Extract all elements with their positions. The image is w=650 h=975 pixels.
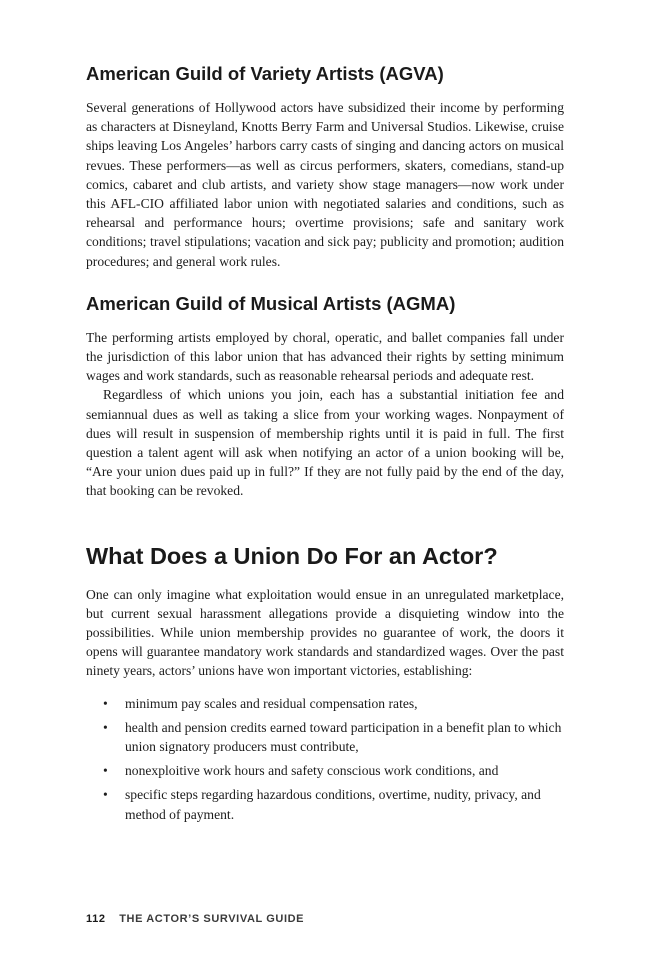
list-item <box>86 694 564 713</box>
page-content <box>86 62 564 829</box>
list-item <box>86 761 564 780</box>
list-item-text: minimum pay scales and residual compensation rates, <box>125 695 418 711</box>
paragraph-agva: Several generations of Hollywood actors have subsidized their income by performing as characters at Disneyland, Knotts Berry Farm and Universal Studios. Likewise, cruise ships leaving Los Angeles’ harbors carry casts of singing and dancing actors on musical revues. These performers—as well as circus performers, skaters, comedians, stand-up comics, cabaret and club artists, and variety show stage managers—now work under this AFL-CIO affiliated labor union with negotiated salaries and conditions, such as rehearsal and performance hours; overtime provisions; safe and sanitary work conditions; travel stipulations; vacation and sick pay; publicity and promotion; audition procedures; and general work rules. <box>86 100 564 269</box>
bullet-list <box>86 694 564 824</box>
page-footer <box>86 913 304 925</box>
heading-union-role: What Does a Union Do For an Actor? <box>86 542 498 569</box>
list-item-text: specific steps regarding hazardous conditions, overtime, nudity, privacy, and method of payment. <box>125 787 541 822</box>
list-item <box>86 718 564 756</box>
list-item <box>86 785 564 823</box>
list-item-text: health and pension credits earned toward participation in a benefit plan to which union signatory producers must contribute, <box>125 719 562 755</box>
paragraph-union-dues: Regardless of which unions you join, each has a substantial initiation fee and semiannual dues as well as taking a slice from your working wages. Nonpayment of dues will result in suspension of membership rights until it is paid in full. The first question a talent agent will ask when notifying an actor of a union booking will be, “Are your union dues paid up in full?” If they are not fully paid by the end of the day, that booking can be revoked. <box>86 387 564 499</box>
bullet-icon: • <box>103 695 108 711</box>
bullet-icon: • <box>103 787 108 803</box>
bullet-icon: • <box>103 719 108 735</box>
list-item-text: nonexploitive work hours and safety conscious work conditions, and <box>125 763 499 779</box>
paragraph-agma: The performing artists employed by choral, operatic, and ballet companies fall under the jurisdiction of this labor union that has advanced their rights by setting minimum wages and work standards, such as reasonable rehearsal periods and adequate rest. <box>86 329 564 384</box>
heading-agva: American Guild of Variety Artists (AGVA) <box>86 63 444 84</box>
paragraph-union-role: One can only imagine what exploitation would ensue in an unregulated marketplace, but current sexual harassment allegations provide a disquieting window into the possibilities. While union membership provides no guarantee of work, the doors it opens will guarantee mandatory work standards and standardized wages. Over the past ninety years, actors’ unions have won important victories, establishing: <box>86 586 564 679</box>
running-title: THE ACTOR’S SURVIVAL GUIDE <box>119 913 305 925</box>
page-number: 112 <box>86 913 106 925</box>
bullet-icon: • <box>103 763 108 779</box>
heading-agma: American Guild of Musical Artists (AGMA) <box>86 292 456 314</box>
